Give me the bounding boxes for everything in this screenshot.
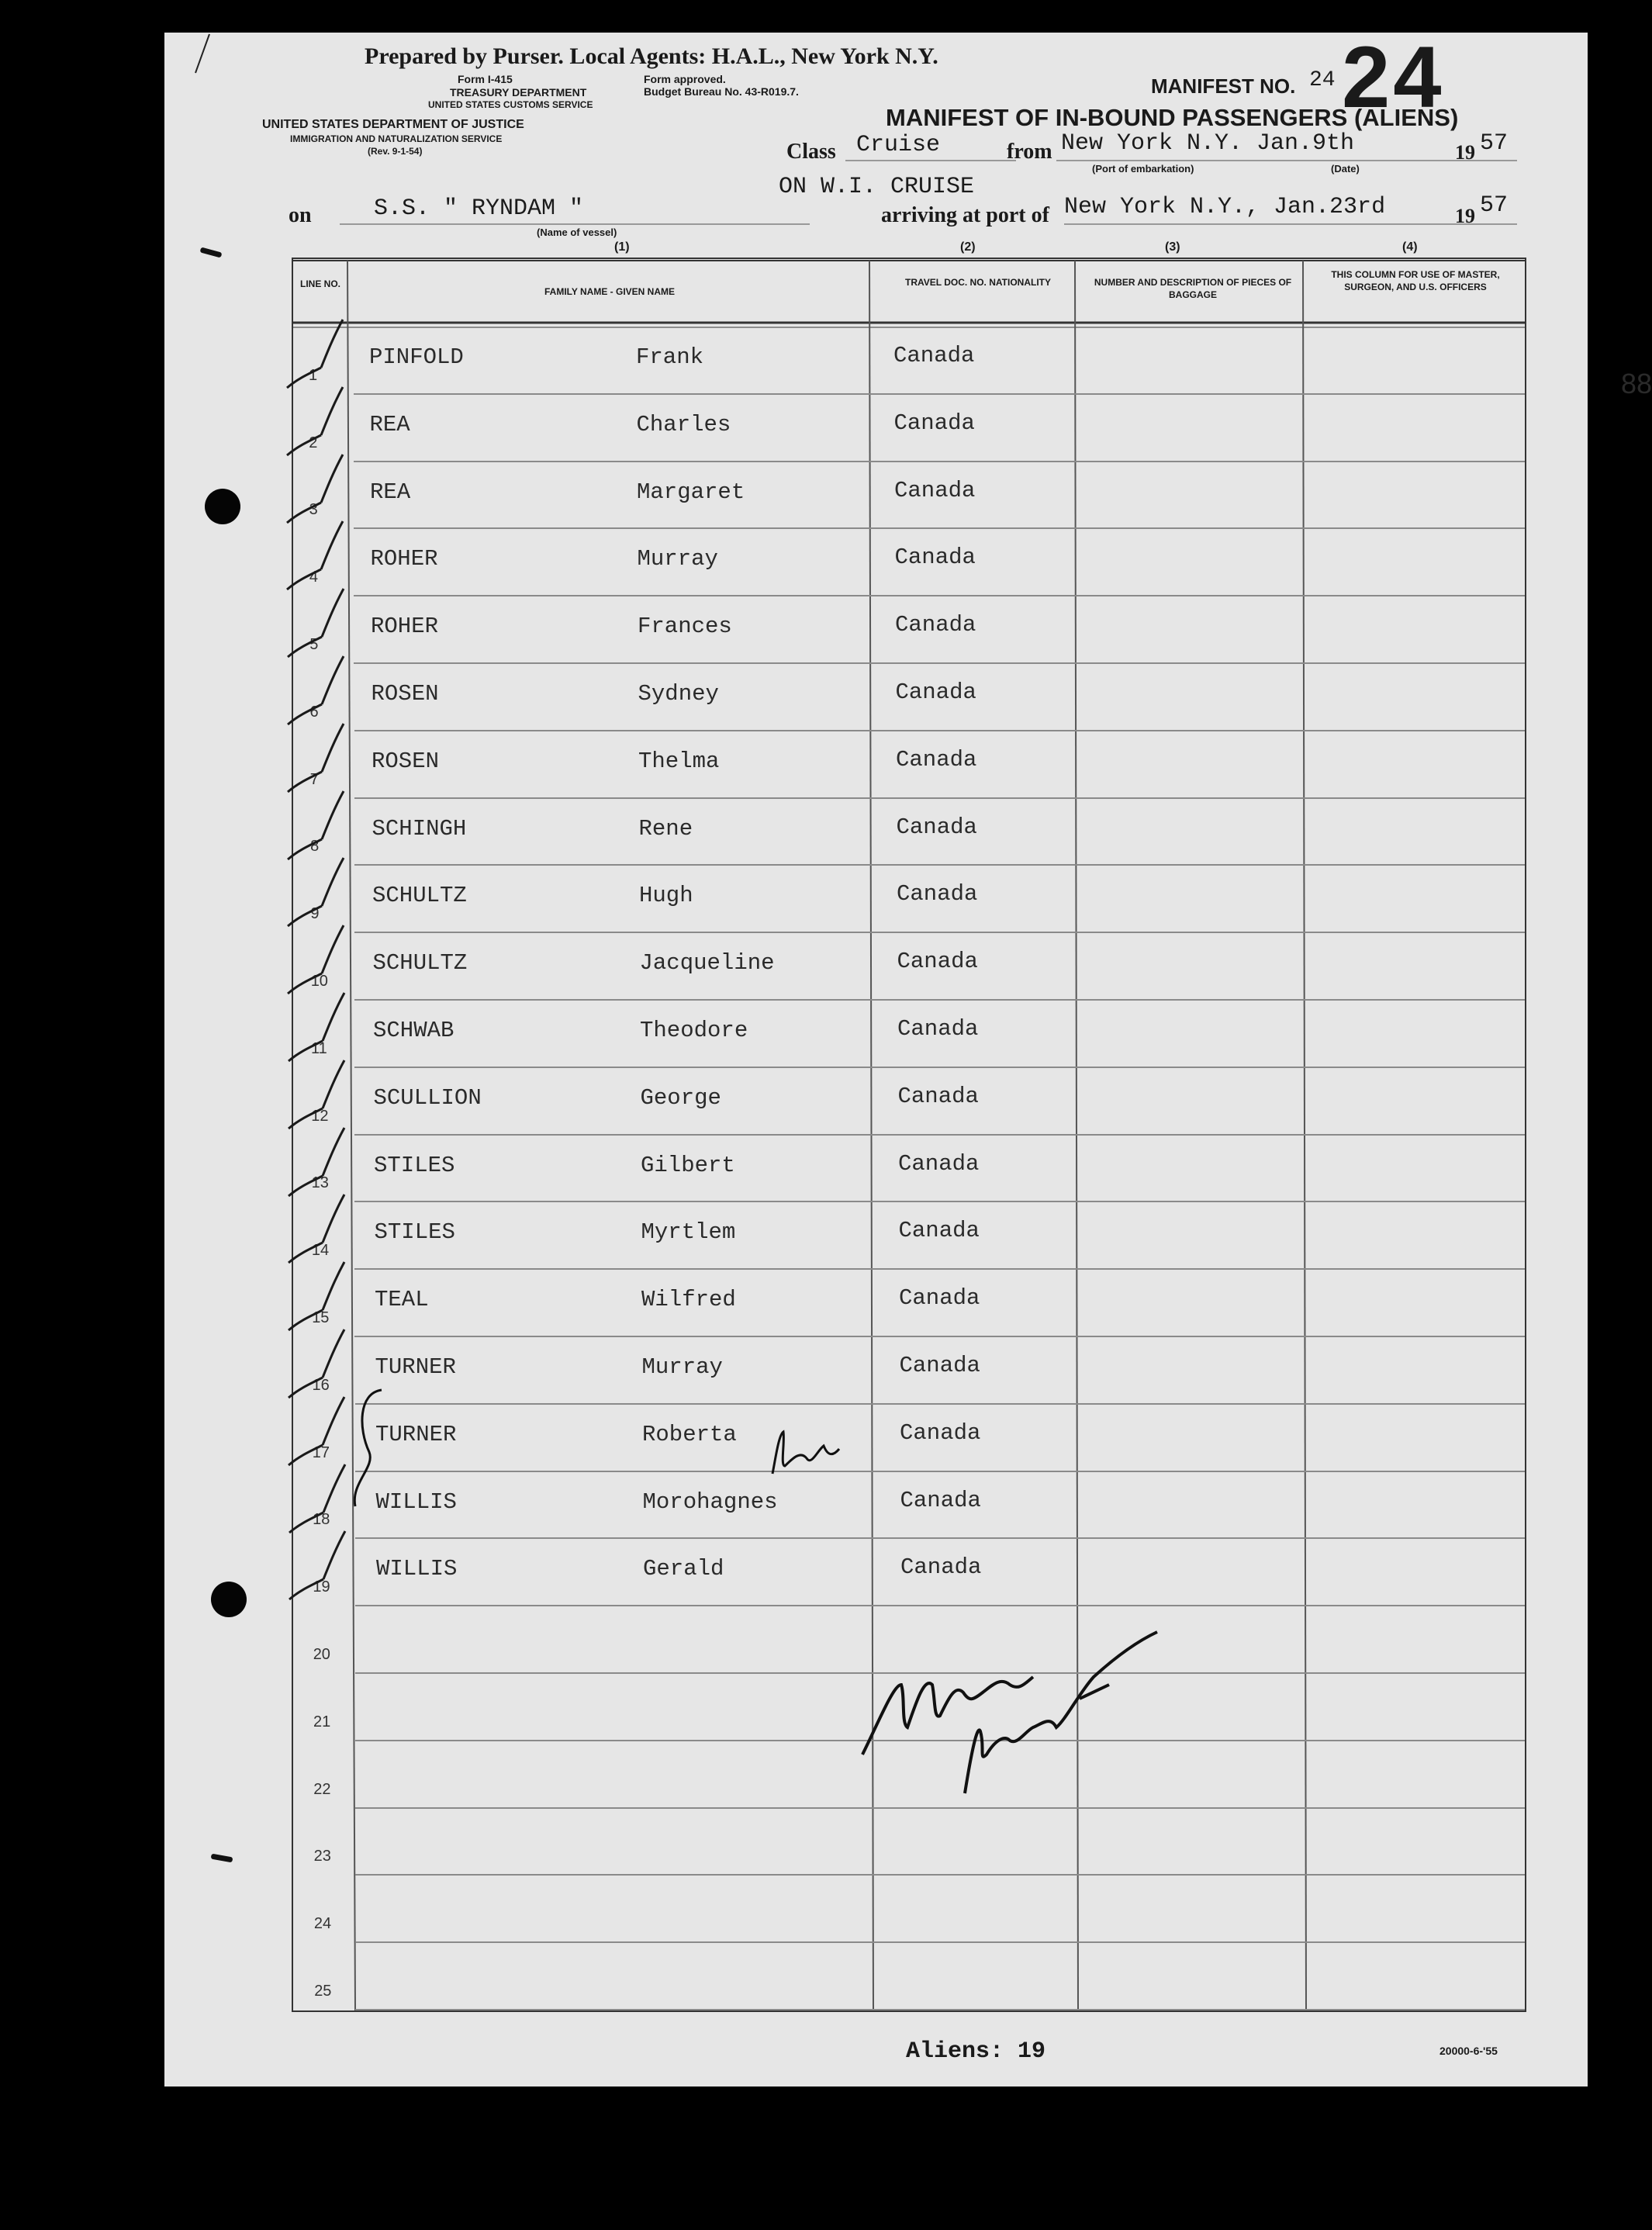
form-approved: Form approved. xyxy=(644,73,726,85)
column-number-4: (4) xyxy=(1402,240,1418,254)
line-number: 25 xyxy=(314,1982,332,2000)
form-number: Form I-415 xyxy=(458,73,513,85)
table-row xyxy=(292,596,1526,664)
given-name: Margaret xyxy=(637,479,745,505)
print-code: 20000-6-'55 xyxy=(1439,2045,1498,2057)
table-row xyxy=(292,1943,1526,2010)
from-label: from xyxy=(1007,140,1052,164)
family-name: SCHWAB xyxy=(373,1018,454,1043)
line-number: 13 xyxy=(311,1174,329,1192)
line-number: 23 xyxy=(313,1848,331,1865)
table-row xyxy=(292,1001,1526,1068)
year-suffix-2: 57 xyxy=(1480,192,1509,219)
line-number: 8 xyxy=(310,838,320,856)
given-name: Charles xyxy=(636,411,731,437)
line-number: 11 xyxy=(311,1039,327,1057)
immigration-service: IMMIGRATION AND NATURALIZATION SERVICE xyxy=(290,133,503,144)
class-value: Cruise xyxy=(856,132,941,158)
date-caption: (Date) xyxy=(1331,163,1360,175)
nationality: Canada xyxy=(899,1353,980,1378)
nationality: Canada xyxy=(898,1150,980,1177)
column-number-2: (2) xyxy=(960,240,976,254)
family-name: REA xyxy=(370,479,411,505)
check-mark-icon xyxy=(285,1525,347,1610)
family-name: TURNER xyxy=(375,1354,456,1380)
nationality: Canada xyxy=(900,1419,981,1446)
table-row xyxy=(292,1337,1526,1405)
nationality: Canada xyxy=(897,1083,979,1109)
vessel-underline xyxy=(340,223,810,225)
family-name: SCULLION xyxy=(373,1084,482,1111)
nationality: Canada xyxy=(898,1218,980,1244)
given-name: Roberta xyxy=(642,1421,737,1447)
punch-hole-upper xyxy=(205,489,240,524)
prepared-by-line: Prepared by Purser. Local Agents: H.A.L., New York N.Y. xyxy=(365,43,938,69)
family-name: ROSEN xyxy=(371,681,439,707)
family-name: SCHULTZ xyxy=(372,883,467,909)
table-row xyxy=(292,866,1526,933)
line-number: 4 xyxy=(309,569,319,586)
table-row xyxy=(292,933,1526,1001)
table-row xyxy=(292,1405,1526,1472)
family-name: TEAL xyxy=(375,1287,429,1313)
manifest-number-stamp: 24 xyxy=(1342,29,1445,126)
given-name: Murray xyxy=(641,1354,723,1380)
from-underline xyxy=(1056,160,1517,161)
on-label: on xyxy=(289,203,312,227)
nationality: Canada xyxy=(893,343,975,368)
table-row xyxy=(292,799,1526,866)
manifest-sheet xyxy=(164,29,1652,2087)
officer-note: 88 xyxy=(1621,368,1652,399)
family-name: ROHER xyxy=(370,546,438,572)
form-revision: (Rev. 9-1-54) xyxy=(368,146,423,157)
year-prefix-1: 19 xyxy=(1455,141,1475,164)
line-number: 3 xyxy=(309,501,318,519)
table-row xyxy=(292,1136,1526,1203)
nationality: Canada xyxy=(900,1487,981,1513)
given-name: Thelma xyxy=(638,748,720,774)
line-number: 12 xyxy=(311,1107,329,1125)
line-number: 20 xyxy=(313,1645,330,1663)
handwritten-initials xyxy=(762,1427,847,1481)
line-number: 1 xyxy=(309,366,318,384)
nationality: Canada xyxy=(897,881,978,908)
year-prefix-2: 19 xyxy=(1455,205,1475,227)
manifest-number-typed: 24 xyxy=(1309,68,1336,92)
arrival-underline xyxy=(1064,223,1517,225)
nationality: Canada xyxy=(895,679,976,705)
given-name: Morohagnes xyxy=(642,1488,778,1515)
header-line-no: LINE NO. xyxy=(299,278,340,289)
family-name: SCHULTZ xyxy=(372,950,468,977)
arriving-label: arriving at port of xyxy=(881,203,1049,227)
row-divider xyxy=(355,2009,1525,2010)
from-value: New York N.Y. Jan.9th xyxy=(1061,130,1355,157)
family-name: WILLIS xyxy=(376,1556,458,1582)
customs-service: UNITED STATES CUSTOMS SERVICE xyxy=(428,99,593,110)
arrival-port-date: New York N.Y., Jan.23rd xyxy=(1064,194,1386,220)
class-label: Class xyxy=(786,140,836,164)
table-row xyxy=(292,462,1526,530)
line-number: 7 xyxy=(309,770,319,788)
line-number: 14 xyxy=(311,1242,330,1260)
vessel-caption: (Name of vessel) xyxy=(537,226,617,238)
given-name: Gilbert xyxy=(641,1152,735,1178)
budget-bureau: Budget Bureau No. 43-R019.7. xyxy=(644,85,799,98)
given-name: Theodore xyxy=(640,1018,748,1043)
table-row xyxy=(292,529,1526,596)
handwritten-signature xyxy=(847,1568,1204,1801)
nationality: Canada xyxy=(894,477,976,503)
vessel-name: S.S. " RYNDAM " xyxy=(374,195,584,222)
line-number: 6 xyxy=(309,703,319,721)
treasury-department: TREASURY DEPARTMENT xyxy=(450,86,587,99)
corner-tick-mark xyxy=(186,33,217,79)
class-underline xyxy=(845,160,1016,161)
nationality: Canada xyxy=(897,1016,979,1042)
given-name: Sydney xyxy=(638,681,719,707)
family-name: SCHINGH xyxy=(372,815,467,842)
manifest-title: MANIFEST OF IN-BOUND PASSENGERS (ALIENS) xyxy=(886,104,1459,131)
table-row xyxy=(292,1202,1526,1270)
table-row xyxy=(292,1068,1526,1136)
line-number: 15 xyxy=(312,1309,330,1326)
line-number: 2 xyxy=(309,434,318,451)
given-name: Frances xyxy=(638,614,732,640)
given-name: Wilfred xyxy=(641,1287,736,1313)
family-name: PINFOLD xyxy=(369,344,464,370)
given-name: George xyxy=(640,1084,721,1111)
nationality: Canada xyxy=(893,410,975,436)
line-number: 5 xyxy=(309,635,319,653)
line-number: 18 xyxy=(313,1511,330,1529)
header-officers: THIS COLUMN FOR USE OF MASTER, SURGEON, AND U.S. OFFICERS xyxy=(1331,269,1500,292)
aliens-total: Aliens: 19 xyxy=(906,2038,1046,2065)
header-name: FAMILY NAME - GIVEN NAME xyxy=(544,286,676,297)
nationality: Canada xyxy=(897,949,978,975)
nationality: Canada xyxy=(899,1285,980,1312)
table-row xyxy=(292,1876,1526,1943)
line-number: 21 xyxy=(313,1713,331,1730)
given-name: Myrtlem xyxy=(641,1219,736,1246)
line-number: 17 xyxy=(312,1443,330,1461)
line-number: 10 xyxy=(310,972,328,990)
table-row xyxy=(292,1472,1526,1540)
header-travel-doc: TRAVEL DOC. NO. NATIONALITY xyxy=(905,277,1051,288)
department-of-justice: UNITED STATES DEPARTMENT OF JUSTICE xyxy=(262,118,524,131)
given-name: Murray xyxy=(637,546,718,572)
family-name: ROHER xyxy=(371,614,439,640)
header-baggage: NUMBER AND DESCRIPTION OF PIECES OF BAGGAGE xyxy=(1094,277,1292,300)
table-row xyxy=(292,1809,1526,1876)
column-number-3: (3) xyxy=(1165,240,1180,254)
table-row xyxy=(292,327,1526,395)
nationality: Canada xyxy=(900,1554,982,1581)
line-number: 24 xyxy=(313,1915,332,1933)
family-name: STILES xyxy=(374,1219,455,1246)
line-number: 19 xyxy=(313,1578,330,1596)
table-row xyxy=(292,664,1526,731)
table-row xyxy=(292,731,1526,799)
cruise-note: ON W.I. CRUISE xyxy=(779,174,975,200)
line-number: 9 xyxy=(310,905,320,923)
family-name: TURNER xyxy=(375,1421,457,1447)
manifest-number-label: MANIFEST NO. xyxy=(1151,74,1296,98)
given-name: Hugh xyxy=(639,883,693,909)
given-name: Gerald xyxy=(643,1556,724,1582)
port-embarkation-caption: (Port of embarkation) xyxy=(1092,163,1194,175)
given-name: Rene xyxy=(638,815,693,842)
family-name: ROSEN xyxy=(372,748,440,774)
family-name: REA xyxy=(369,411,410,437)
nationality: Canada xyxy=(895,612,976,638)
line-number: 22 xyxy=(313,1780,331,1798)
column-number-1: (1) xyxy=(614,240,630,254)
nationality: Canada xyxy=(896,814,977,840)
family-name: WILLIS xyxy=(375,1488,457,1515)
handwritten-bracket xyxy=(335,1382,397,1514)
given-name: Jacqueline xyxy=(639,950,775,977)
punch-hole-lower xyxy=(211,1582,247,1617)
given-name: Frank xyxy=(636,344,704,370)
family-name: STILES xyxy=(374,1152,455,1178)
table-row xyxy=(292,395,1526,462)
line-number: 16 xyxy=(312,1376,330,1394)
nationality: Canada xyxy=(896,746,977,773)
nationality: Canada xyxy=(894,545,976,571)
table-row xyxy=(292,1270,1526,1337)
year-suffix-1: 57 xyxy=(1480,130,1509,157)
